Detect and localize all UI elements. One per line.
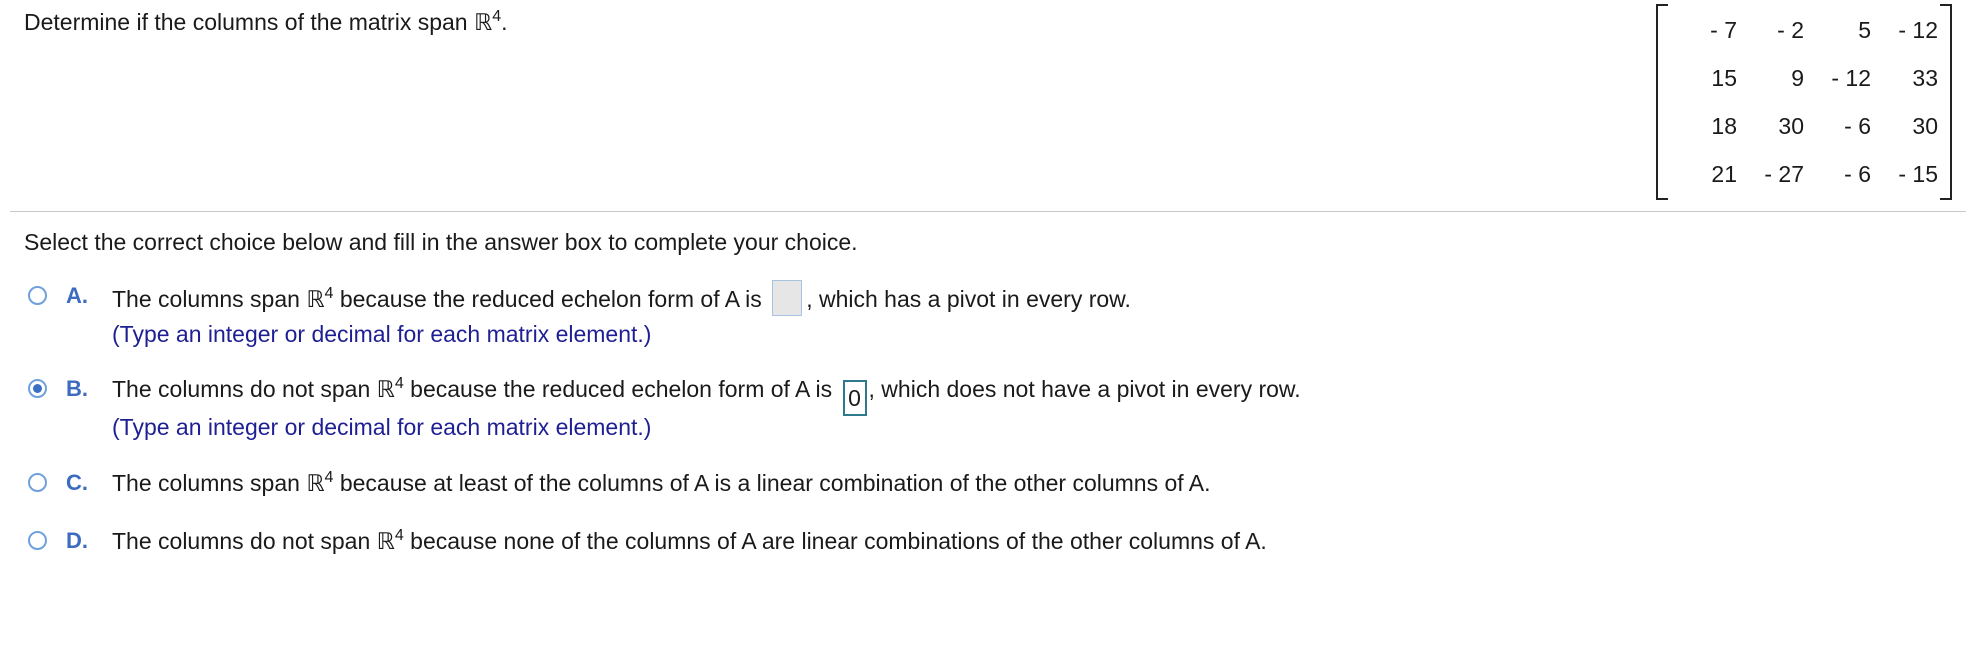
set-exponent: 4 [394,375,404,392]
set-symbol: ℝ [376,376,395,402]
matrix-cell: 18 [1711,113,1737,139]
choice-a-radio[interactable] [28,286,47,305]
set-exponent: 4 [324,285,334,302]
matrix-cell: 15 [1711,65,1737,91]
choice-a-text-after: , which has a pivot in every row. [806,286,1131,312]
matrix-cell: - 2 [1777,17,1804,43]
choice-a-text-before: The columns span [112,286,307,312]
choice-c-text-before: The columns span [112,470,307,496]
section-divider [10,211,1966,212]
matrix-cell: 33 [1912,65,1938,91]
instruction-text: Select the correct choice below and fill in the answer box to complete your choice. [24,229,858,255]
choice-d-text-after: because none of the columns of A are linear combinations of the other columns of A. [403,528,1267,554]
choice-b-letter: B. [66,376,88,401]
matrix-cell: 5 [1858,17,1871,43]
matrix-cell: - 12 [1831,65,1871,91]
choice-b-radio[interactable] [28,379,47,398]
matrix-row [1670,150,1938,198]
matrix-cell: - 15 [1898,161,1938,187]
choice-d-letter: D. [66,528,88,553]
matrix-cell: - 6 [1844,161,1871,187]
set-symbol: ℝ [306,470,325,496]
set-symbol: ℝ [376,528,395,554]
set-exponent: 4 [324,469,334,486]
choice-a-hint: (Type an integer or decimal for each matrix element.) [112,321,652,347]
choice-d-radio[interactable] [28,531,47,550]
choice-b-text-before: The columns do not span [112,376,377,402]
choice-a-text [112,280,1131,316]
matrix-cell: 21 [1711,161,1737,187]
matrix-a [1656,4,1952,200]
matrix-row [1670,6,1938,54]
choice-c-text [112,467,1211,499]
choice-c-radio[interactable] [28,473,47,492]
matrix-cell: 30 [1778,113,1804,139]
choice-a-text-mid: because the reduced echelon form of A is [333,286,769,312]
choice-b-text-after: , which does not have a pivot in every row. [868,376,1301,402]
matrix-cell: 9 [1791,65,1804,91]
choice-c-letter: C. [66,470,88,495]
set-exponent: 4 [394,527,404,544]
choice-b-text-mid: because the reduced echelon form of A is [403,376,839,402]
set-symbol: ℝ [306,286,325,312]
choice-d-text [112,525,1267,557]
question-prefix: Determine if the columns of the matrix span [24,9,474,35]
matrix-right-bracket [1940,4,1952,200]
choice-a-answer-box[interactable] [772,280,802,316]
matrix-row [1670,54,1938,102]
matrix-left-bracket [1656,4,1668,200]
matrix-cell: - 12 [1898,17,1938,43]
choice-b-hint: (Type an integer or decimal for each matrix element.) [112,414,652,440]
choice-a-letter: A. [66,283,88,308]
choice-d-text-before: The columns do not span [112,528,377,554]
question-text [24,6,508,38]
matrix-cell: - 7 [1710,17,1737,43]
set-exponent: 4 [492,8,502,25]
matrix-cell: 30 [1912,113,1938,139]
matrix-row [1670,102,1938,150]
choice-b-text [112,373,1301,416]
question-suffix: . [501,9,508,35]
choice-b-answer-box[interactable]: 0 [843,380,867,416]
matrix-cell: - 27 [1764,161,1804,187]
matrix-cell: - 6 [1844,113,1871,139]
choice-c-text-after: because at least of the columns of A is a linear combination of the other columns of A. [333,470,1211,496]
set-symbol: ℝ [473,9,493,35]
